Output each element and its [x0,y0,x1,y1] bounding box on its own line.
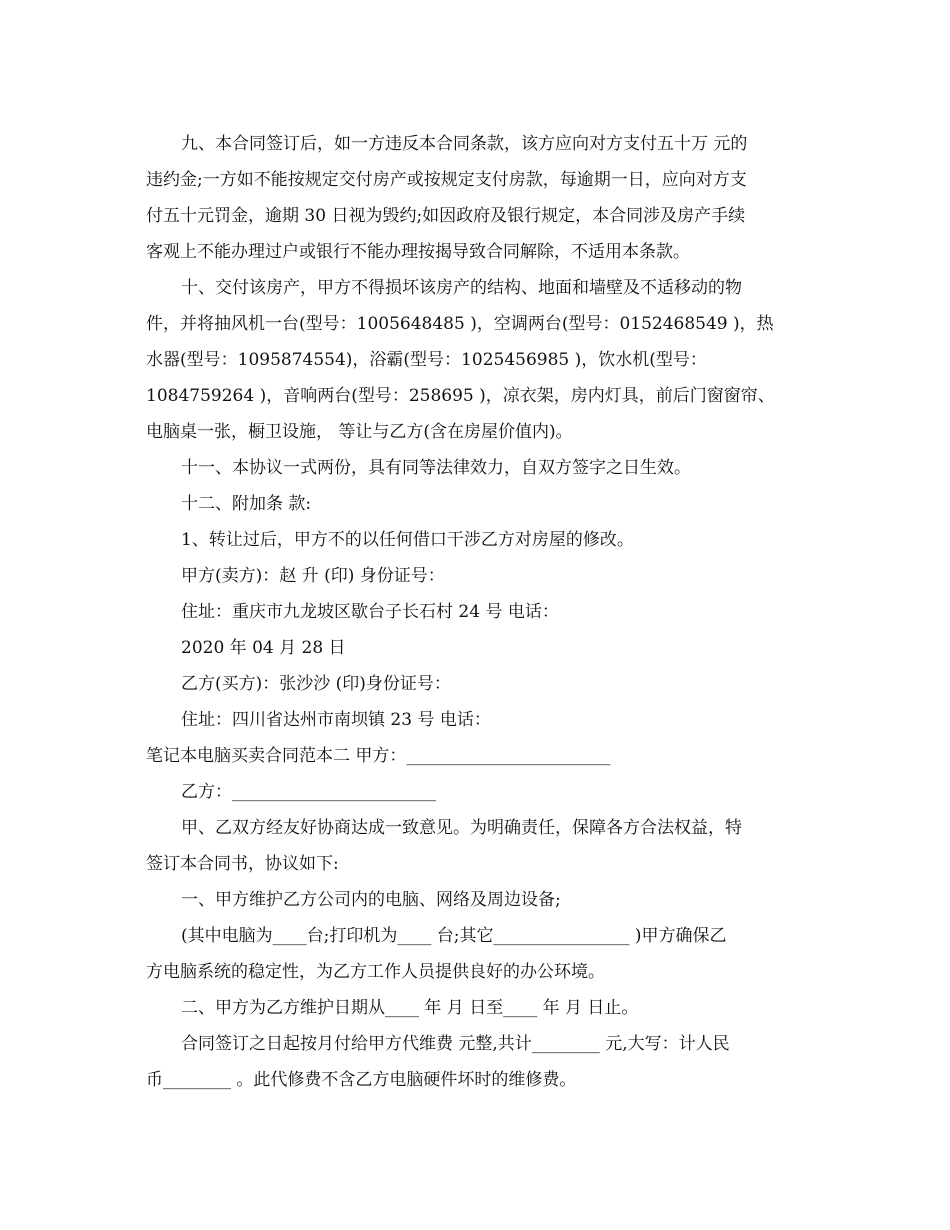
text-line: 签订本合同书，协议如下: [146,854,339,874]
text-line: 九、本合同签订后，如一方违反本合同条款，该方应向对方支付五十万 元的 [181,134,748,154]
text-line: 合同签订之日起按月付给甲方代维费 元整,共计________ 元,大写：计人民 [181,1034,730,1054]
text-line: 币________ 。此代修费不含乙方电脑硬件坏时的维修费。 [146,1070,577,1090]
text-line: 甲、乙双方经友好协商达成一致意见。为明确责任，保障各方合法权益，特 [181,818,742,838]
text-line: 一、甲方维护乙方公司内的电脑、网络及周边设备; [181,890,561,910]
text-line: 乙方：________________________ [181,782,436,802]
text-line: 水器(型号：1095874554)，浴霸(型号：1025456985 )，饮水机(型号： [146,350,707,370]
text-line: 十一、本协议一式两份，具有同等法律效力，自双方签字之日生效。 [181,458,691,478]
text-line: 二、甲方为乙方维护日期从____ 年 月 日至____ 年 月 日止。 [181,998,639,1018]
text-line: 2020 年 04 月 28 日 [181,638,346,658]
text-line: 十、交付该房产，甲方不得损坏该房产的结构、地面和墙壁及不适移动的物 [181,278,742,298]
text-line: 客观上不能办理过户或银行不能办理按揭导致合同解除，不适用本条款。 [146,242,690,262]
text-line: 件，并将抽风机一台(型号：1005648485 )，空调两台(型号：0152468549 )，热 [146,314,774,334]
text-line: 笔记本电脑买卖合同范本二 甲方：________________________ [146,746,611,766]
text-line: 十二、附加条 款: [181,494,312,514]
text-line: 付五十元罚金，逾期 30 日视为毁约;如因政府及银行规定，本合同涉及房产手续 [146,206,746,226]
text-line: 电脑桌一张，橱卫设施， 等让与乙方(含在房屋价值内)。 [146,422,573,442]
text-line: 1、转让过后，甲方不的以任何借口干涉乙方对房屋的修改。 [181,530,634,550]
text-line: 乙方(买方)：张沙沙 (印)身份证号： [181,674,451,694]
text-line: 住址：重庆市九龙坡区歇台子长石村 24 号 电话： [181,602,559,622]
text-line: (其中电脑为____台;打印机为____ 台;其它________________ )甲方确保乙 [181,926,727,946]
text-line: 甲方(卖方)：赵 升 (印) 身份证号： [181,566,445,586]
text-line: 方电脑系统的稳定性，为乙方工作人员提供良好的办公环境。 [146,962,605,982]
document-body [146,126,806,1098]
text-line: 住址：四川省达州市南坝镇 23 号 电话： [181,710,491,730]
text-line: 违约金;一方如不能按规定交付房产或按规定支付房款，每逾期一日，应向对方支 [146,170,747,190]
text-line: 1084759264 )，音响两台(型号：258695 )，凉衣架，房内灯具，前后门窗窗帘、 [146,386,775,406]
